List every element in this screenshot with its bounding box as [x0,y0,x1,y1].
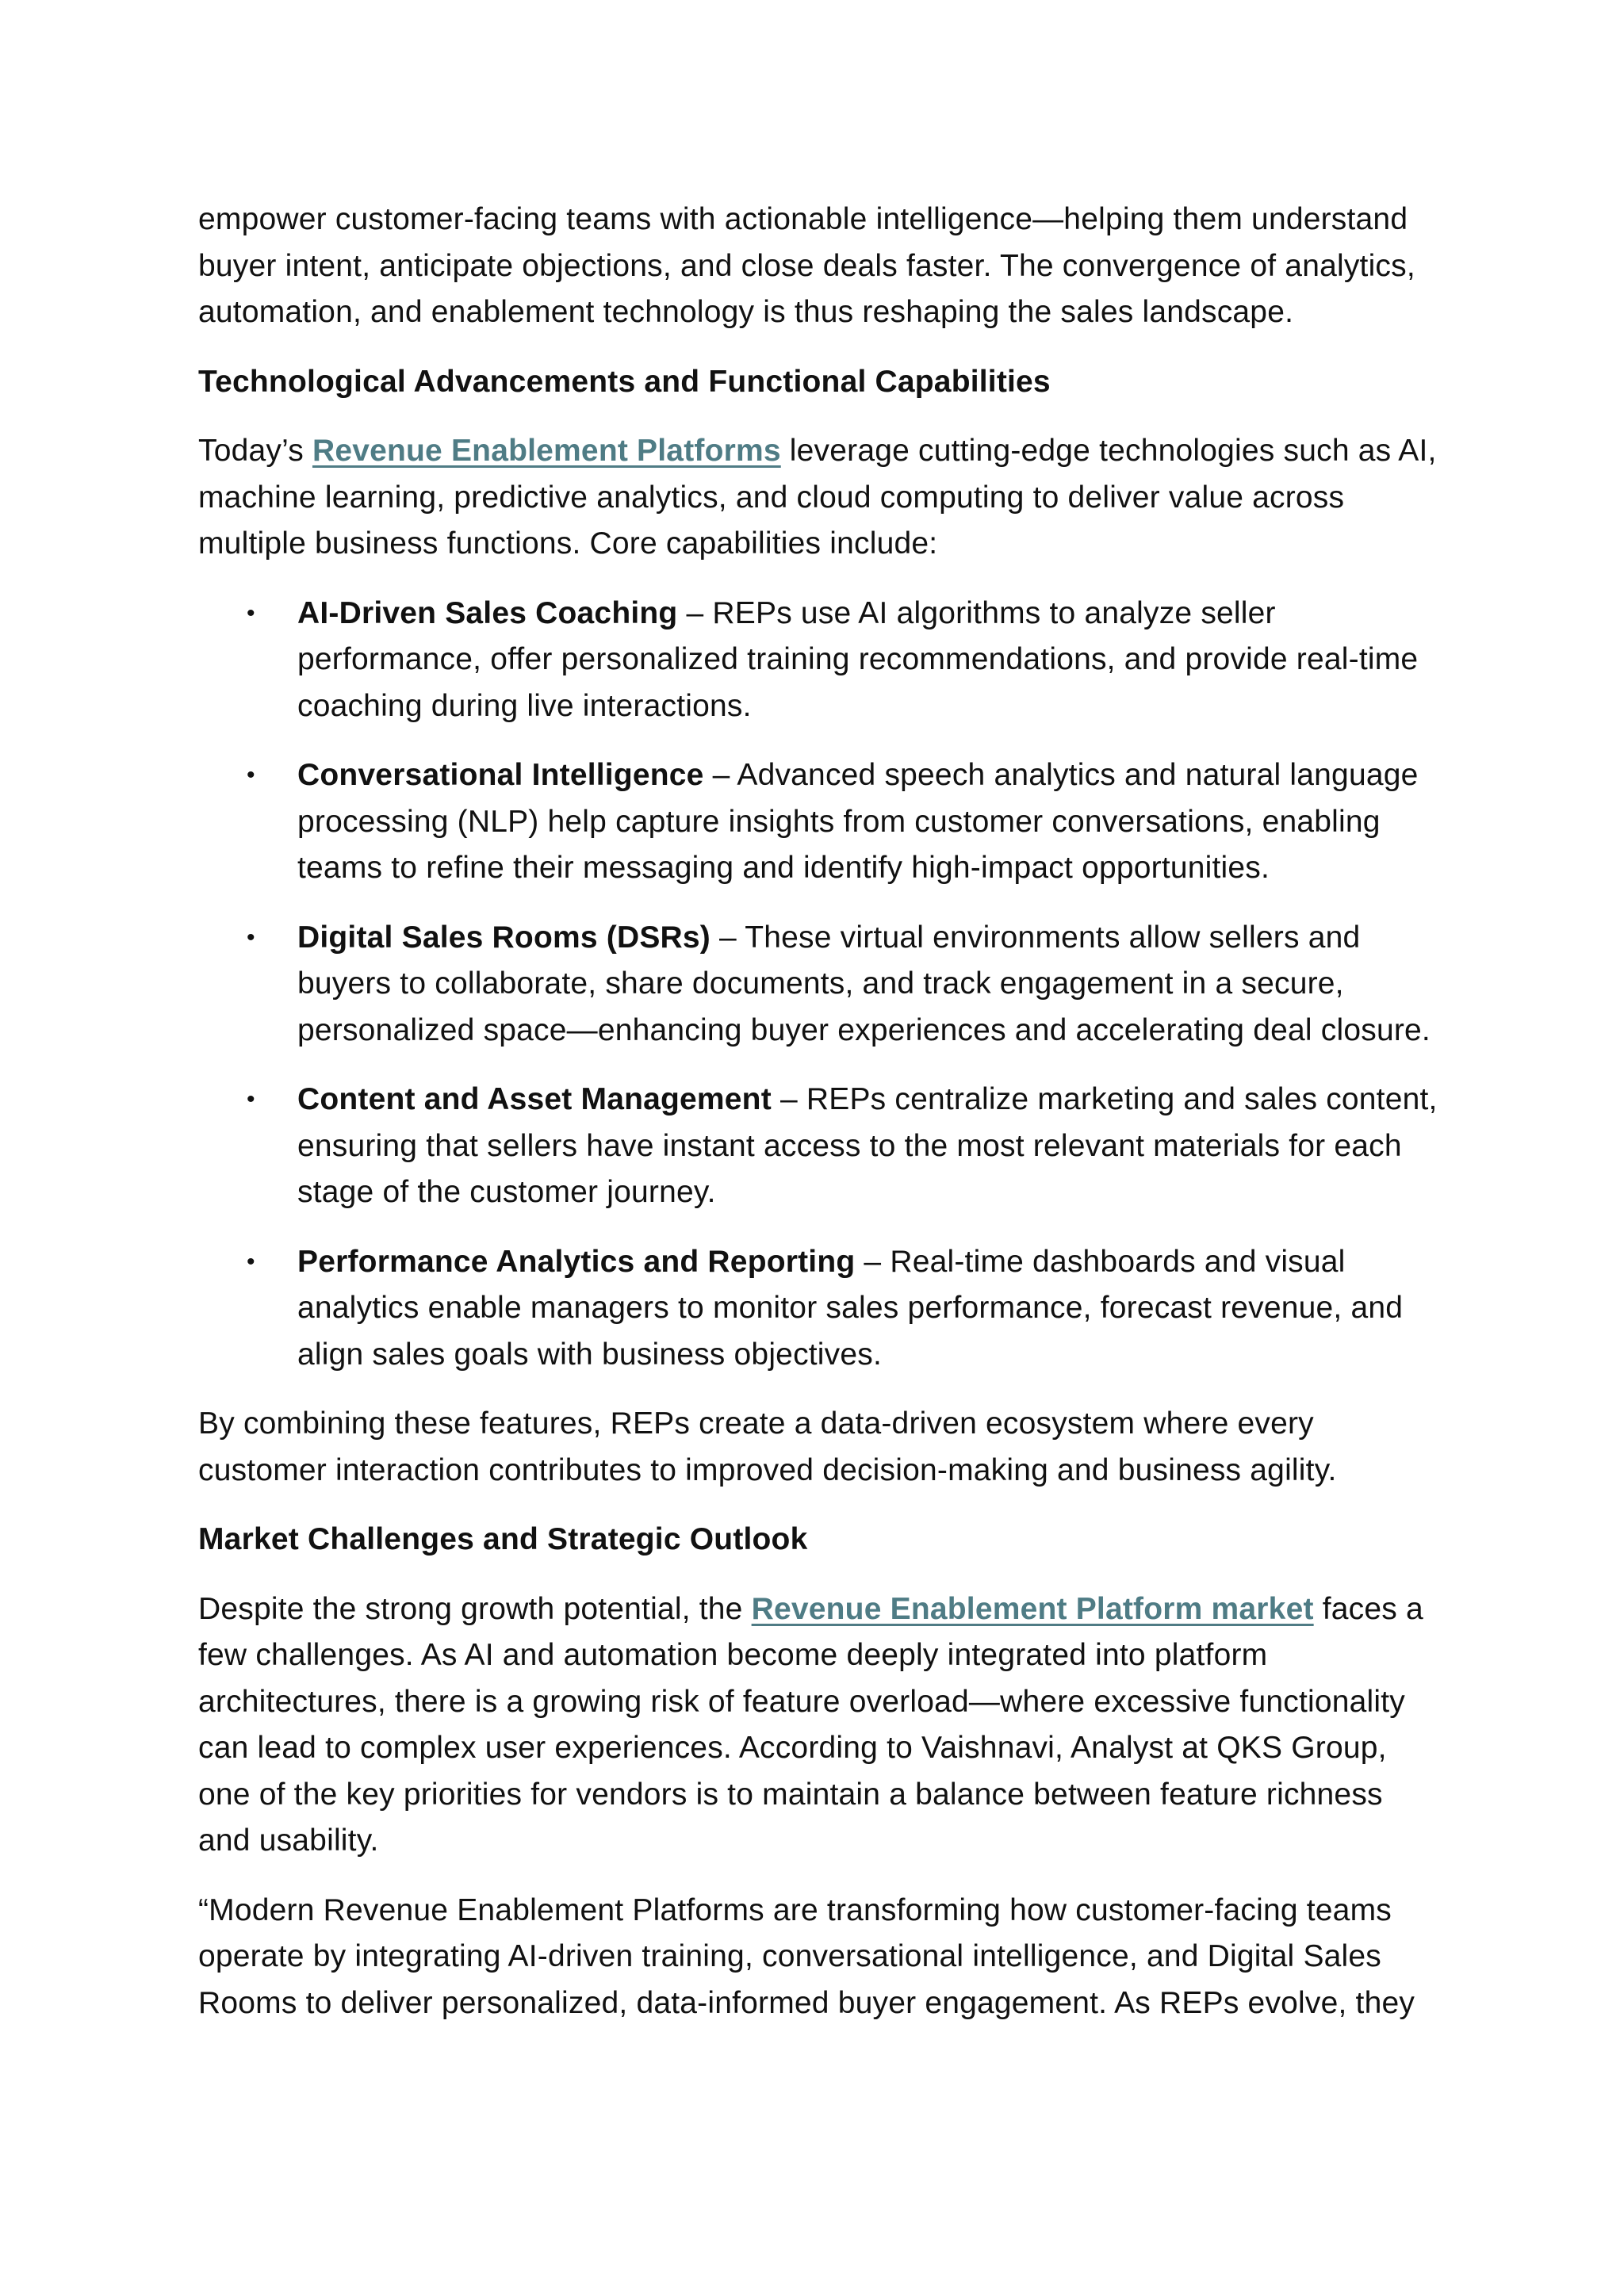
bullet-icon: • [247,1086,255,1112]
document-page [198,197,1443,2049]
list-item [198,1239,1443,1379]
closing-paragraph: By combining these features, REPs create a data-driven ecosystem where every customer interaction contributes to improved decision-making and business agility. [198,1406,1337,1487]
revenue-enablement-platform-market-link[interactable]: Revenue Enablement Platform market [751,1591,1314,1626]
section-heading-market: Market Challenges and Strategic Outlook [198,1522,808,1556]
list-item [198,1077,1443,1216]
intro-paragraph: empower customer-facing teams with actionable intelligence—helping them understand buyer intent, anticipate objections, and close deals faster. The convergence of analytics, automation, and enablement technology is thus reshaping the sales landscape. [198,202,1415,329]
capability-description: – REPs centralize marketing and sales content, ensuring that sellers have instant access to the most relevant materials for each stage of the customer journey. [297,1082,1438,1209]
capability-term: Performance Analytics and Reporting [297,1244,856,1279]
bullet-icon: • [247,599,255,626]
quote-paragraph: “Modern Revenue Enablement Platforms are transforming how customer-facing teams operate by integrating AI-driven training, conversational intelligence, and Digital Sales Rooms to deliver personalized, data-informed buyer engagement. As REPs evolve, they [198,1892,1415,2020]
capabilities-list [198,591,1443,1379]
capability-term: Digital Sales Rooms (DSRs) [297,920,710,955]
market-text-after: faces a few challenges. As AI and automation become deeply integrated into platform architectures, there is a growing risk of feature overload—where excessive functionality can lead to complex user experiences. According to Vaishnavi, Analyst at QKS Group, one of the key priorities for vendors is to maintain a balance between feature richness and usability. [198,1591,1423,1858]
bullet-icon: • [247,1248,255,1275]
revenue-enablement-platforms-link[interactable]: Revenue Enablement Platforms [312,434,781,468]
platforms-text-after: leverage cutting-edge technologies such as AI, machine learning, predictive analytics, and cloud computing to deliver value across multiple business functions. Core capabilities include: [198,434,1437,561]
capability-description: – These virtual environments allow sellers and buyers to collaborate, share documents, and track engagement in a secure, personalized space—enhancing buyer experiences and accelerating deal closure. [297,920,1431,1047]
capability-term: AI-Driven Sales Coaching [297,595,678,630]
list-item [198,591,1443,730]
capability-term: Content and Asset Management [297,1082,772,1116]
list-item [198,915,1443,1054]
platforms-paragraph [198,428,1443,568]
bullet-icon: • [247,924,255,951]
market-text-before: Despite the strong growth potential, the [198,1591,752,1626]
market-paragraph [198,1586,1443,1865]
list-item [198,752,1443,892]
capability-description: – Advanced speech analytics and natural language processing (NLP) help capture insights from customer conversations, enabling teams to refine their messaging and identify high-impact opportunities. [297,758,1419,885]
platforms-text-before: Today’s [198,434,312,468]
capability-term: Conversational Intelligence [297,758,704,792]
bullet-icon: • [247,762,255,788]
capability-description: – REPs use AI algorithms to analyze seller performance, offer personalized training recommendations, and provide real-time coaching during live interactions. [297,595,1419,723]
capability-description: – Real-time dashboards and visual analytics enable managers to monitor sales performance, forecast revenue, and align sales goals with business objectives. [297,1244,1404,1372]
section-heading-technology: Technological Advancements and Functional Capabilities [198,364,1051,399]
